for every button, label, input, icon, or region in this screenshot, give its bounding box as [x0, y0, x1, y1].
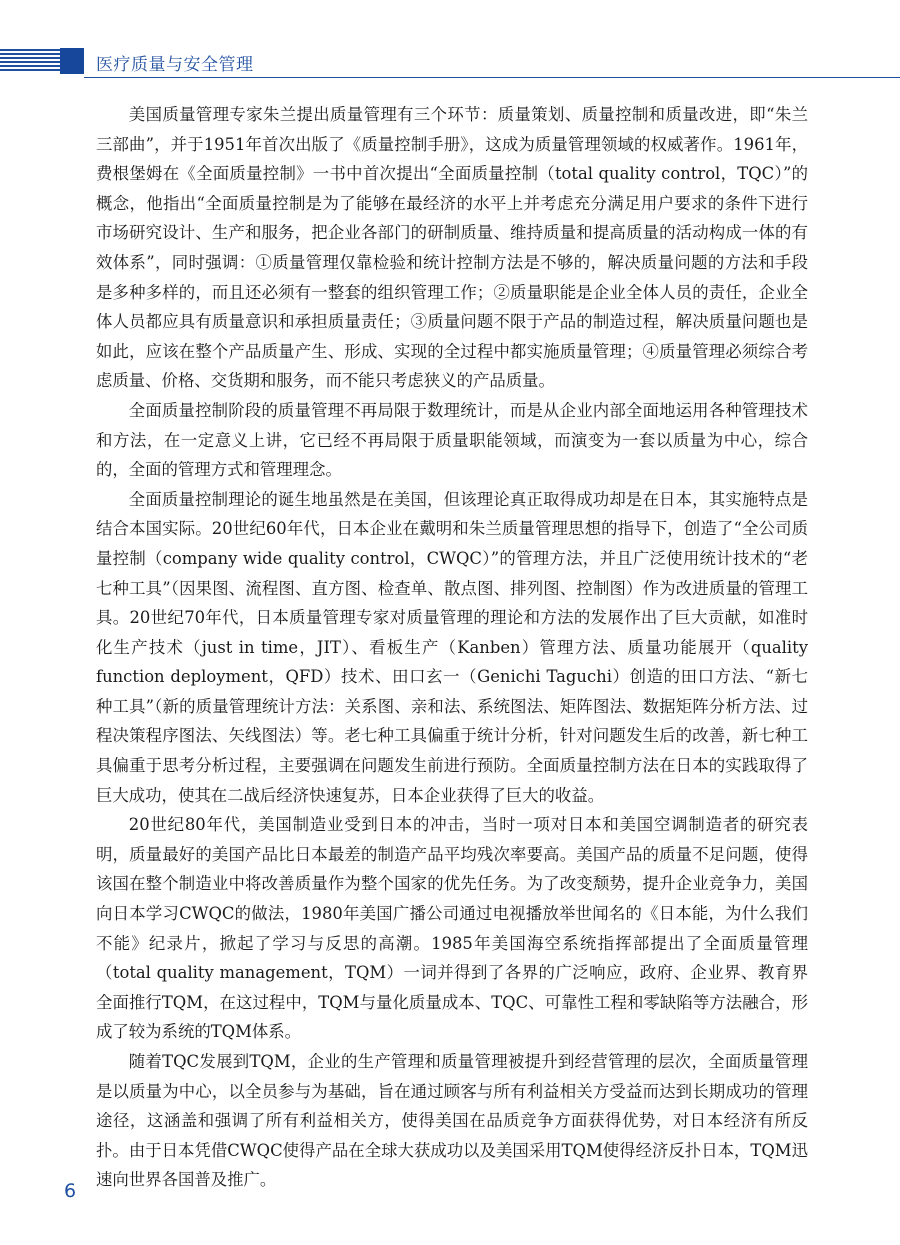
running-header — [0, 44, 900, 78]
paragraph: 20世纪80年代，美国制造业受到日本的冲击，当时一项对日本和美国空调制造者的研究表明，质量最好的美国产品比日本最差的制造产品平均残次率要高。美国产品的质量不足问题，使得该国在整个制造业中将改善质量作为整个国家的优先任务。为了改变颓势，提升企业竞争力，美国向日本学习CWQC的做法，1980年美国广播公司通过电视播放举世闻名的《日本能，为什么我们不能》纪录片，掀起了学习与反思的高潮。1985年美国海空系统指挥部提出了全面质量管理（total quality management，TQM）一词并得到了各界的广泛响应，政府、企业界、教育界全面推行TQM，在这过程中，TQM与量化质量成本、TQC、可靠性工程和零缺陷等方法融合，形成了较为系统的TQM体系。 — [96, 815, 808, 1042]
header-stripes — [0, 49, 60, 73]
header-rule — [84, 77, 900, 78]
body-text — [96, 100, 808, 1195]
paragraph: 全面质量控制阶段的质量管理不再局限于数理统计，而是从企业内部全面地运用各种管理技术和方法，在一定意义上讲，它已经不再局限于质量职能领域，而演变为一套以质量为中心，综合的，全面的管理方式和管理理念。 — [96, 400, 808, 480]
paragraph: 美国质量管理专家朱兰提出质量管理有三个环节：质量策划、质量控制和质量改进，即“朱兰三部曲”，并于1951年首次出版了《质量控制手册》，这成为质量管理领域的权威著作。1961年，费根堡姆在《全面质量控制》一书中首次提出“全面质量控制（total quality control，TQC）”的概念，他指出“全面质量控制是为了能够在最经济的水平上并考虑充分满足用户要求的条件下进行市场研究设计、生产和服务，把企业各部门的研制质量、维持质量和提高质量的活动构成一体的有效体系”，同时强调：①质量管理仅靠检验和统计控制方法是不够的，解决质量问题的方法和手段是多种多样的，而且还必须有一整套的组织管理工作；②质量职能是企业全体人员的责任，企业全体人员都应具有质量意识和承担质量责任；③质量问题不限于产品的制造过程，解决质量问题也是如此，应该在整个产品质量产生、形成、实现的全过程中都实施质量管理；④质量管理必须综合考虑质量、价格、交货期和服务，而不能只考虑狭义的产品质量。 — [96, 105, 808, 391]
paragraph: 随着TQC发展到TQM，企业的生产管理和质量管理被提升到经营管理的层次，全面质量管理是以质量为中心，以全员参与为基础，旨在通过顾客与所有利益相关方受益而达到长期成功的管理途径，这涵盖和强调了所有利益相关方，使得美国在品质竞争方面获得优势，对日本经济有所反扑。由于日本凭借CWQC使得产品在全球大获成功以及美国采用TQM使得经济反扑日本，TQM迅速向世界各国普及推广。 — [96, 1052, 808, 1190]
page-number: 6 — [64, 1180, 77, 1202]
paragraph: 全面质量控制理论的诞生地虽然是在美国，但该理论真正取得成功却是在日本，其实施特点是结合本国实际。20世纪60年代，日本企业在戴明和朱兰质量管理思想的指导下，创造了“全公司质量控制（company wide quality control，CWQC）”的管理方法，并且广泛使用统计技术的“老七种工具”（因果图、流程图、直方图、检查单、散点图、排列图、控制图）作为改进质量的管理工具。20世纪70年代，日本质量管理专家对质量管理的理论和方法的发展作出了巨大贡献，如准时化生产技术（just in time，JIT）、看板生产（Kanben）管理方法、质量功能展开（quality function deployment，QFD）技术、田口玄一（Genichi Taguchi）创造的田口方法、“新七种工具”（新的质量管理统计方法：关系图、亲和法、系统图法、矩阵图法、数据矩阵分析方法、过程决策程序图法、矢线图法）等。老七种工具偏重于统计分析，针对问题发生后的改善，新七种工具偏重于思考分析过程，主要强调在问题发生前进行预防。全面质量控制方法在日本的实践取得了巨大成功，使其在二战后经济快速复苏，日本企业获得了巨大的收益。 — [96, 489, 808, 805]
header-title: 医疗质量与安全管理 — [96, 55, 254, 75]
header-block — [60, 48, 84, 74]
